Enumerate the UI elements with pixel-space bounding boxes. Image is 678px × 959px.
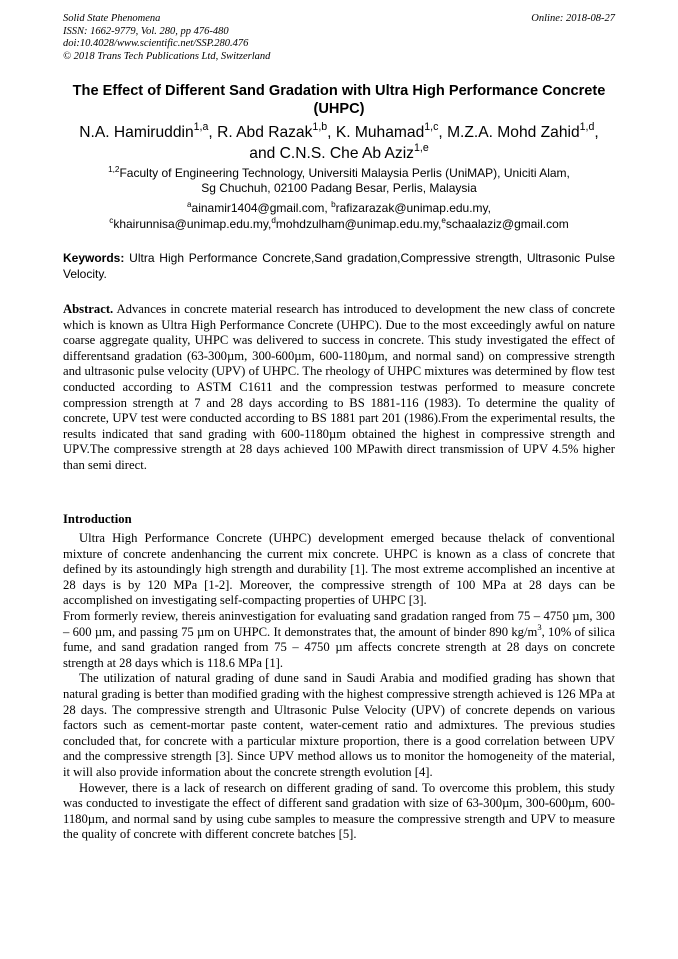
journal-name: Solid State Phenomena [63, 13, 161, 24]
abstract [63, 302, 615, 474]
author-affil-sup: 1,c [424, 121, 439, 134]
email-sup: c [109, 215, 114, 225]
journal-header [63, 13, 423, 63]
paragraph-text: , 10% of silica fume, and sand gradation ranged from 75 – 4750 µm affects concrete strength at 28 days on concrete strength at 28 days which is 118.6 MPa [1]. [63, 624, 615, 670]
affiliation-line: Sg Chuchuh, 02100 Padang Besar, Perlis, Malaysia [201, 181, 477, 195]
author-name: R. Abd Razak [217, 124, 313, 141]
paragraph [63, 609, 615, 671]
section-heading: Introduction [63, 512, 132, 526]
author-name: M.Z.A. Mohd Zahid [447, 124, 580, 141]
affiliation [63, 166, 615, 196]
keywords [63, 250, 615, 282]
copyright-line: © 2018 Trans Tech Publications Ltd, Switzerland [63, 50, 271, 62]
keywords-label: Keywords: [63, 251, 125, 265]
author-list: N.A. Hamiruddin$^{1,a}$, R. Abd Razak$^{1,b}$, K. Muhamad$^{1,c}$, M.Z.A. Mohd Zahid$^{1,d}$, and C.N.S. Che Ab Aziz$^{1,e}$ [79, 121, 599, 162]
email-address[interactable]: ainamir1404@gmail.com [191, 201, 325, 215]
email-address[interactable]: rafizarazak@unimap.edu.my [335, 201, 488, 215]
keywords-text: Ultra High Performance Concrete,Sand gradation,Compressive strength, Ultrasonic Pulse Velocity. [63, 251, 615, 281]
email-sup: d [271, 215, 276, 225]
email-sup: b [331, 199, 336, 209]
author-affil-sup: 1,d [579, 121, 595, 134]
paragraph: However, there is a lack of research on different grading of sand. To overcome this problem, this study was conducted to investigate the effect of different sand gradation with size of 63-300µm, 300-600µm, 600-1180µm, and normal sand by using cube samples to measure the compressive strength and UPV to measure the quality of concrete with different concrete batches [5]. [63, 780, 615, 842]
email-sup: e [441, 215, 446, 225]
abstract-text: Advances in concrete material research has introduced to development the new class of concrete which is known as Ultra High Performance Concrete (UHPC). Due to the most exceedingly awful on nature coarse aggregate quality, UHPC was delivered to success in concrete. This study investigated the effect of differentsand gradation (63-300µm, 300-600µm, 600-1180µm, and normal sand) on compressive strength and ultrasonic pulse velocity (UPV) of UHPC. The rheology of UHPC mixtures was determined by flow test conducted according to ASTM C1611 and the compression testwas performed to measure concrete compression strength at 7 and 28 days according to BS 1881-116 (1983). To determine the quality of concrete, UPV test were conducted according to BS 1881 part 201 (1986).From the experimental results, the results indicated that sand grading with 600-1180µm obtained the highest in compressive strength and UPV.The compressive strength at 28 days achieved 100 MPawith direct transmission of UPV 4.5% higher than semi direct. [63, 302, 615, 472]
email-sup: a [186, 199, 192, 209]
email-address[interactable]: schaalaziz@gmail.com [445, 217, 569, 231]
paragraph-text: From formerly review, thereis aninvestigation for evaluating sand gradation ranged from 75 – 4750 µm, 300 – 600 µm, and passing 75 µm on UHPC. It demonstrates that, the amount of binder 890 kg/m [63, 608, 615, 639]
author-affil-sup: 1,e [413, 142, 429, 155]
unit-exponent: 3 [537, 621, 542, 632]
affiliation-line: Faculty of Engineering Technology, Universiti Malaysia Perlis (UniMAP), Uniciti Alam, [119, 166, 570, 180]
author-name: C.N.S. Che Ab Aziz [279, 145, 414, 162]
online-date: Online: 2018-08-27 [531, 13, 615, 24]
paragraph: Ultra High Performance Concrete (UHPC) development emerged because thelack of conventional mixture of concrete andenhancing the current mix concrete. UHPC is known as a class of concrete that defined by its astoundingly high strength and durability [1]. The most extreme accomplished an incentive at 28 days is by 120 MPa [1-2]. Moreover, the compressive strength of 100 MPa at 28 days can be accomplished on investigating self-compacting properties of UHPC [3]. [63, 531, 615, 608]
introduction-body [63, 531, 615, 843]
doi-line: doi:10.4028/www.scientific.net/SSP.280.476 [63, 38, 249, 49]
email-list: $^a$ainamir1404@gmail.com, $^b$rafizarazak@unimap.edu.my, $^c$khairunnisa@unimap.edu.my,$^d$mohdzulham@unimap.edu.my,$^e$schaalaziz@gmail.com [109, 199, 569, 231]
author-affil-sup: 1,a [193, 121, 209, 134]
paper-title: The Effect of Different Sand Gradation with Ultra High Performance Concrete (UHPC) [72, 83, 606, 117]
affiliation-sup: 1,2 [108, 164, 120, 174]
issn-line: ISSN: 1662-9779, Vol. 280, pp 476-480 [63, 25, 229, 37]
email-address[interactable]: khairunnisa@unimap.edu.my [113, 217, 269, 231]
paragraph: The utilization of natural grading of dune sand in Saudi Arabia and modified grading has shown that natural grading is better than modified grading with the highest compressive strength achieved is 126 MPa at 28 days. The compressive strength and Ultrasonic Pulse Velocity (UPV) of concrete depends on various factors such as cement-mortar paste content, water-cement ratio and admixtures. The previous studies concluded that, for concrete with a particular mixture proportion, there is a good correlation between UPV and the compressive strength [3]. Since UPV method allows us to monitor the homogeneity of the material, it will also provide information about the concrete strength evolution [4]. [63, 671, 615, 779]
author-name: K. Muhamad [335, 124, 425, 141]
email-address[interactable]: mohdzulham@unimap.edu.my [275, 217, 438, 231]
author-affil-sup: 1,b [312, 121, 328, 134]
abstract-label: Abstract. [63, 302, 114, 316]
author-name: N.A. Hamiruddin [79, 124, 194, 141]
